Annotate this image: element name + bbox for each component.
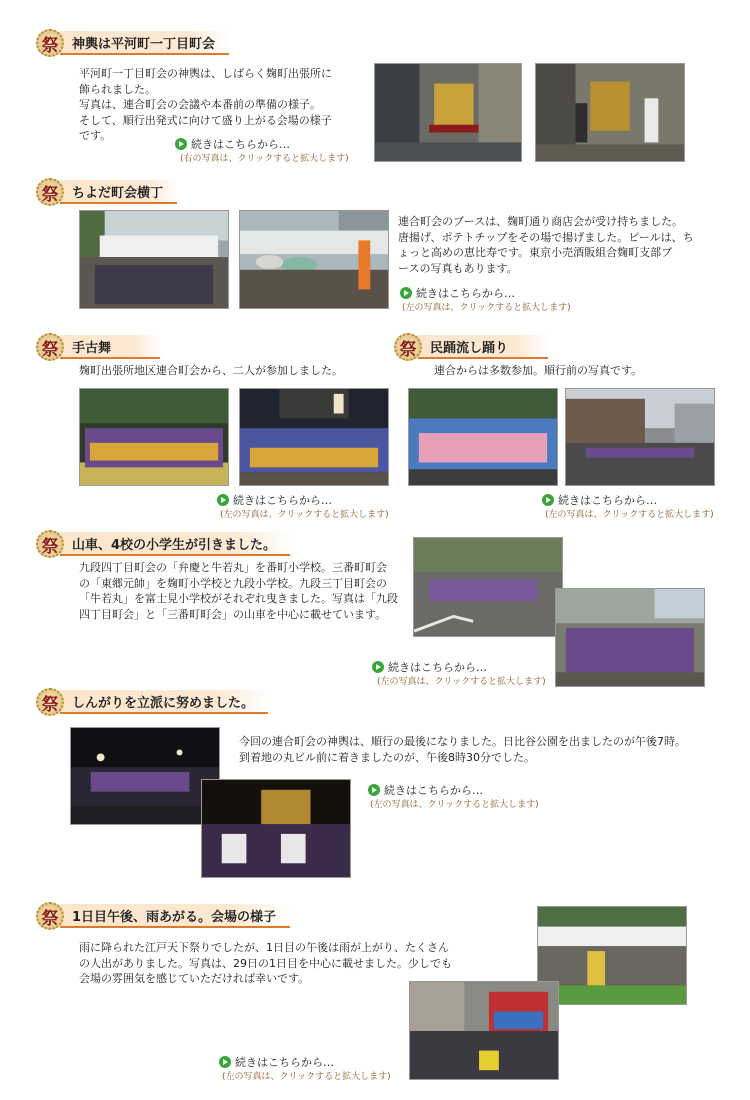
play-arrow-icon: [372, 661, 384, 673]
photo-caption: (右の写真は、クリックすると拡大します): [180, 154, 349, 164]
photo-booth-tents[interactable]: [79, 210, 229, 309]
photo-tekomai-2[interactable]: [239, 388, 389, 486]
section-title: 1日目午後、雨あがる。会場の様子: [60, 904, 290, 928]
continue-link[interactable]: 続きはこちらから…: [217, 492, 332, 508]
continue-link[interactable]: 続きはこちらから…: [368, 782, 483, 798]
photo-dashi-1[interactable]: [413, 537, 563, 637]
photo-tekomai-1[interactable]: [79, 388, 229, 486]
photo-mikoshi-display[interactable]: [374, 63, 522, 162]
section-header-shingari: [36, 688, 268, 716]
play-arrow-icon: [217, 494, 229, 506]
photo-booth-umbrellas[interactable]: [239, 210, 389, 309]
section-title: しんがりを立派に努めました。: [60, 690, 268, 714]
section-body: 雨に降られた江戸天下祭りでしたが、1日目の午後は雨が上がり、たくさん の人出がありました。写真は、29日の1日目を中心に載せました。少しでも 会場の雰囲気を感じていただければ幸いです。: [79, 941, 452, 985]
section-title: ちよだ町会横丁: [60, 180, 177, 204]
section-body: 連合町会のブースは、麹町通り商店会が受け持ちました。 唐揚げ、ポテトチップをその場で揚げました。ビールは、ち ょっと高めの恵比寿です。東京小売酒販組合麹町支部ブ ースの写真もあります。: [398, 215, 694, 275]
section-title: 民踊流し踊り: [418, 335, 548, 359]
matsuri-icon: 祭: [36, 688, 64, 716]
section-header-dashi: [36, 530, 290, 558]
section-body: 連合からは多数参加。順行前の写真です。: [434, 364, 643, 377]
matsuri-icon: 祭: [36, 333, 64, 361]
continue-link[interactable]: 続きはこちらから…: [372, 659, 487, 675]
photo-venue-tents[interactable]: [537, 906, 687, 1005]
matsuri-icon: 祭: [394, 333, 422, 361]
section-body: 平河町一丁目町会の神輿は、しばらく麹町出張所に 飾られました。 写真は、連合町会の会議や本番前の準備の様子。 そして、順行出発式に向けて盛り上がる会場の様子 です。: [79, 67, 332, 142]
photo-minyo-2[interactable]: [565, 388, 715, 486]
section-title: 手古舞: [60, 335, 160, 359]
continue-link[interactable]: 続きはこちらから…: [542, 492, 657, 508]
photo-night-procession[interactable]: [70, 727, 220, 825]
play-arrow-icon: [175, 138, 187, 150]
photo-caption: (左の写真は、クリックすると拡大します): [402, 303, 571, 313]
photo-caption: (左の写真は、クリックすると拡大します): [220, 510, 389, 520]
continue-link[interactable]: 続きはこちらから…: [400, 285, 515, 301]
section-header-day1-afternoon: [36, 902, 290, 930]
section-title: 山車、4校の小学生が引きました。: [60, 532, 290, 556]
matsuri-icon: 祭: [36, 902, 64, 930]
section-header-mikoshi: [36, 29, 229, 57]
photo-dashi-2[interactable]: [555, 588, 705, 687]
photo-night-mikoshi[interactable]: [201, 779, 351, 878]
matsuri-icon: 祭: [36, 178, 64, 206]
photo-venue-crowd[interactable]: [409, 981, 559, 1080]
play-arrow-icon: [219, 1056, 231, 1068]
play-arrow-icon: [542, 494, 554, 506]
photo-caption: (左の写真は、クリックすると拡大します): [377, 677, 546, 687]
continue-link[interactable]: 続きはこちらから…: [175, 136, 290, 152]
section-header-minyo-nagashi: [394, 333, 548, 361]
photo-caption: (左の写真は、クリックすると拡大します): [222, 1072, 391, 1082]
section-title: 神輿は平河町一丁目町会: [60, 31, 229, 55]
photo-caption: (左の写真は、クリックすると拡大します): [545, 510, 714, 520]
section-body: 九段四丁目町会の「弁慶と牛若丸」を番町小学校。三番町町会 の「東郷元帥」を麹町小学校と九段小学校。九段三丁目町会の 「牛若丸」を富士見小学校がそれぞれ曳きました。写真は「九段 四丁目町会」と「三番町町会」の山車を中心に載せています。: [79, 561, 398, 621]
matsuri-icon: 祭: [36, 530, 64, 558]
section-body: 麹町出張所地区連合町会から、二人が参加しました。: [79, 364, 343, 377]
play-arrow-icon: [400, 287, 412, 299]
section-header-tekomai: [36, 333, 160, 361]
continue-link[interactable]: 続きはこちらから…: [219, 1054, 334, 1070]
photo-minyo-1[interactable]: [408, 388, 558, 486]
matsuri-icon: 祭: [36, 29, 64, 57]
photo-mikoshi-preparation[interactable]: [535, 63, 685, 162]
section-header-chiyoda-yokocho: [36, 178, 177, 206]
play-arrow-icon: [368, 784, 380, 796]
photo-caption: (左の写真は、クリックすると拡大します): [370, 800, 539, 810]
section-body: 今回の連合町会の神輿は、順行の最後になりました。日比谷公園を出ましたのが午後7時。 到着地の丸ビル前に着きましたのが、午後8時30分でした。: [239, 735, 686, 764]
